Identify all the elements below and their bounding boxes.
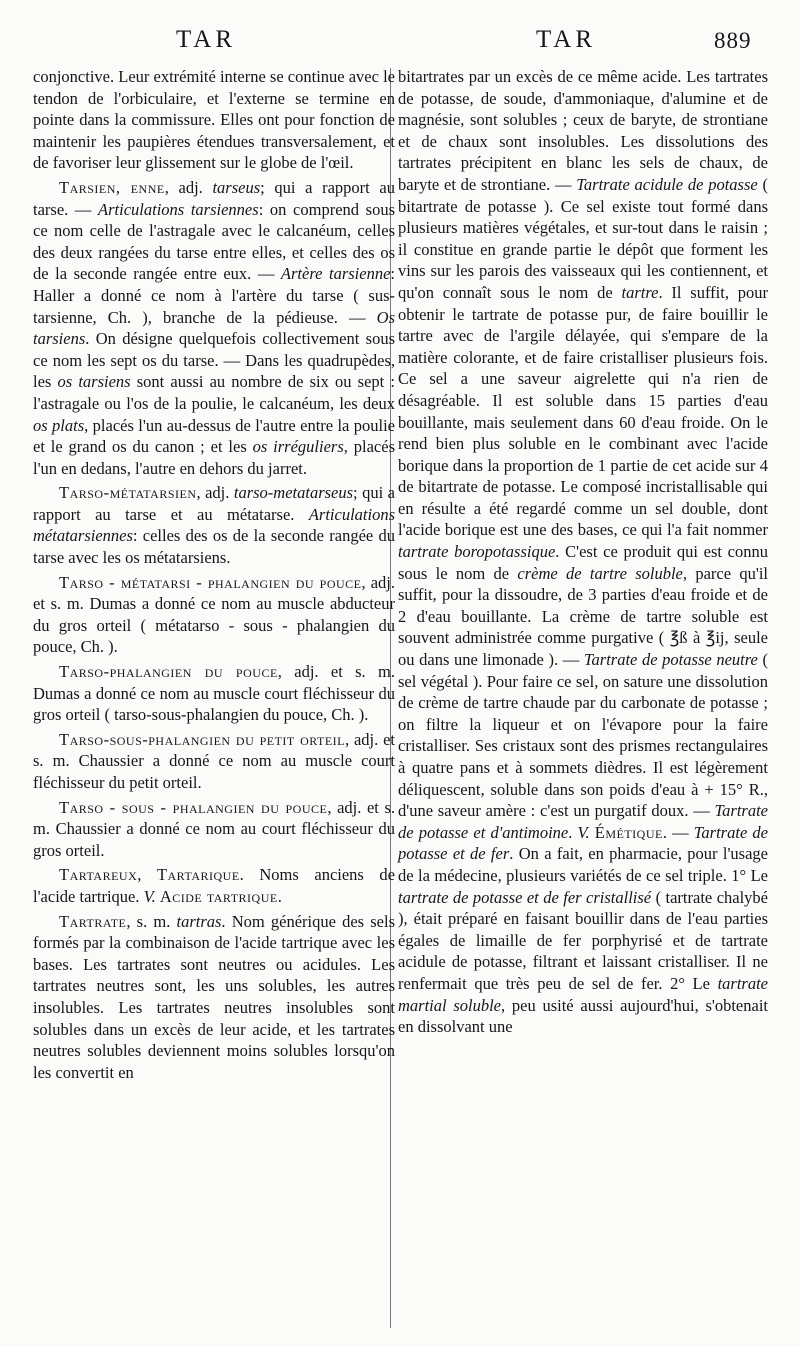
entry-text: . Il suffit, pour obtenir le tartrate de potasse pur, de faire bouillir le tartre avec de l'argile délayée, qui s'empare de la matière colorante, et de faire cristalliser plusieurs fois. Ce sel a une saveur aigrelette qui n'a rien de désagréable. Il est soluble dans 15 parties d'eau bouillante, mais seulement dans 60 d'eau froide. On le rend bien plus soluble en le combinant avec l'acide borique dans la proportion de 1 partie de cet acide sur 4 de bitartrate de potasse. Le composé incristallisable qui en résulte a été regardé comme un sel double, dont l'acide borique est une des bases, ce qui l'a fait nommer [398, 282, 768, 540]
entry-text: , adj. et s. m. Dumas a donné ce nom au muscle court fléchisseur du gros orteil ( tarso-sous-phalangien du pouce, Ch. ). [33, 662, 395, 725]
entry-text: . C'est ce produit qui est connu sous le nom de [398, 542, 769, 583]
headword: Tarso-sous-phalangien du petit orteil [59, 729, 346, 749]
sub-term: Tartrate de potasse neutre [583, 650, 758, 670]
entry-tartareux [33, 864, 395, 907]
entry-text: . On a fait, en pharmacie, pour l'usage de la médecine, plusieurs variétés de ce sel triple. 1° Le [398, 844, 768, 885]
entry-text: . On désigne quelquefois collectivement sous ce nom les sept os du tarse. — Dans les quadrupèdes, les [33, 329, 395, 392]
latin-term: tarso-metatarseus [233, 483, 354, 503]
sub-term: crème de tartre soluble [517, 563, 683, 583]
page-header [0, 26, 800, 60]
left-column [33, 66, 395, 1083]
entry-text: , [137, 865, 157, 885]
entry-text: , adj. [196, 483, 234, 503]
entry-text: : celles des os de la seconde rangée du tarse avec les os métatarsiens. [33, 526, 395, 568]
right-running-head: TAR [536, 26, 596, 53]
continued-paragraph: conjonctive. Leur extrémité interne se continue avec le tendon de l'orbiculaire, et l'externe se termine en pointe dans la commissure. Elles ont pour fonction de maintenir les paupières étendues transversalement, et de favoriser leur glissement sur le globe de l'œil. [33, 67, 395, 173]
see-reference-marker: V. [143, 886, 156, 906]
entry-text: . [277, 886, 282, 906]
sub-term: Tartrate de potasse et d'antimoine [398, 801, 768, 842]
headword: Tartareux [59, 865, 138, 885]
latin-term: tarseus [212, 177, 261, 197]
headword: Tarso-métatarsien [59, 483, 197, 503]
entry-text: : Haller a donné ce nom à l'artère du tarse ( sus-tarsienne, Ch. ), branche de la pédieuse. — [33, 264, 396, 327]
entry-text: ( sel végétal ). Pour faire ce sel, on sature une dissolution de crème de tartre chaude par du carbonate de potasse ; on filtre la liqueur et on l'évapore pour la faire cristalliser. Ses cristaux sont des prismes rectangulaires à quatre pans et à sommets dièdres. Il est légèrement déliquescent, soluble dans son poids d'eau à + 15° R., d'une saveur amère : c'est un purgatif doux. — [398, 650, 768, 821]
entry-tarso-metatarsien [33, 482, 395, 568]
entry-text: : on comprend sous ce nom celle de l'astragale avec le calcanéum, celles des deux rangées du tarse entre elles, et celles des os de la seconde rangée entre eux. — [33, 199, 395, 284]
entry-text: , adj. et s. m. Dumas a donné ce nom au muscle abducteur du gros orteil ( métatarso - sous - phalangien du pouce, Ch. ). [33, 572, 395, 657]
cross-reference: Émétique [594, 822, 663, 842]
entry-text: , adj. et s. m. Chaussier a donné ce nom au muscle court fléchisseur du petit orteil. [33, 729, 395, 792]
sub-term: os plats [33, 415, 85, 435]
entry-tarsien [33, 177, 395, 479]
sub-term: tartrate boropotassique [398, 542, 556, 562]
headword: Tarso - sous - phalangien du pouce [59, 797, 328, 817]
sub-term: Articulations tarsiennes [98, 199, 259, 219]
entry-text: ; qui a rapport au tarse et au métatarse. [33, 483, 395, 524]
latin-term: tartras [176, 911, 222, 931]
headword: Tartrate [59, 911, 127, 931]
entry-text: . Noms anciens de l'acide tartrique. [33, 865, 395, 906]
headword: Tarsien [59, 177, 116, 197]
entry-text: ( tartrate chalybé ), était préparé en faisant bouillir dans de l'eau parties égales de limaille de fer porphyrisé et de tartrate acidule de potasse, filtrant et laissant cristalliser. Il ne renfermait que très peu de sel de fer. 2° Le [398, 887, 769, 993]
entry-text: , s. m. [126, 911, 177, 931]
sub-term: Artère tarsienne [280, 264, 391, 284]
entry-text: , adj. [164, 177, 213, 197]
entry-text: sont aussi au nombre de six ou sept : l'astragale ou l'os de la poulie, le calcanéum, les deux [33, 372, 395, 413]
entry-text: bitartrates par un excès de ce même acide. Les tartrates de potasse, de soude, d'ammoniaque, d'alumine et de magnésie, sont solubles ; ceux de baryte, de strontiane et de chaux sont insolubles. Les dissolutions des tartrates précipitent en blanc les sels de chaux, de baryte et de strontiane. — [398, 67, 768, 194]
cross-reference: Acide tartrique [159, 886, 278, 906]
headword-ending: , enne [115, 177, 165, 197]
sub-term: os tarsiens [57, 372, 131, 392]
entry-text: . Nom générique des sels formés par la combinaison de l'acide tartrique avec les bases. Les tartrates sont neutres ou acidules. Les tartrates neutres sont, les uns solubles, les autres insolubles. Les tartrates neutres insolubles sont solubles dans un excès de leur acide, et les tartrates neutres solubles deviennent moins solubles lorsqu'on les convertit en [33, 911, 395, 1082]
sub-term: tartrate de potasse et de fer cristallisé [398, 887, 652, 907]
headword: Tarso - métatarsi - phalangien du pouce [59, 572, 362, 592]
sub-term: Tartrate de potasse et de fer [398, 822, 768, 864]
entry-text: ( bitartrate de potasse ). Ce sel existe tout formé dans plusieurs matières végétales, et sur-tout dans le raisin ; il constitue en grande partie le dépôt que forment les vins sur les parois des vaisseaux qui les contiennent, et qu'on connaît sous le nom de [398, 174, 768, 302]
entry-text: ; qui a rapport au tarse. — [33, 177, 395, 219]
see-reference-marker: V. [577, 822, 590, 842]
entry-text: . — [662, 822, 694, 842]
entry-text: , parce qu'il suffit, pour la dissoudre, de 3 parties d'eau froide et de 2 d'eau bouillante. La crème de tartre soluble est souvent administrée comme purgative ( ℥ß à ℥ij, seule ou dans une limonade ). — [398, 563, 768, 670]
page-number: 889 [714, 28, 752, 53]
headword: Tartarique [156, 865, 240, 885]
entry-tarso-sous-phalangien-pouce [33, 797, 395, 862]
entry-text: . [568, 822, 578, 842]
entry-text: , placés l'un en dedans, l'autre en dehors du jarret. [33, 437, 395, 478]
sub-term: Tartrate acidule de potasse [576, 174, 758, 194]
sub-term: tartrate martial soluble [398, 973, 768, 1015]
left-running-head: TAR [176, 26, 236, 53]
sub-term: Os tarsiens [33, 307, 395, 349]
entry-tartrate-continued [398, 66, 768, 1038]
entry-text: , adj. et s. m. Chaussier a donné ce nom au court fléchisseur du gros orteil. [33, 797, 395, 860]
entry-tarso-sous-phalangien-petit-orteil [33, 729, 395, 794]
sub-term: tartre [621, 282, 659, 302]
entry-tartrate [33, 911, 395, 1084]
entry-tarso-phalangien [33, 661, 395, 726]
headword: Tarso-phalangien du pouce [59, 662, 278, 682]
sub-term: os irréguliers [252, 437, 344, 457]
right-column [398, 66, 768, 1038]
entry-text: , peu usité aussi aujourd'hui, s'obtenait en dissolvant une [398, 995, 768, 1037]
sub-term: Articulations métatarsiennes [33, 504, 395, 546]
entry-tarso-metatarsi-phalangien [33, 572, 395, 658]
entry-text: , placés l'un au-dessus de l'autre entre la poulie et le grand os du canon ; et les [33, 415, 396, 457]
